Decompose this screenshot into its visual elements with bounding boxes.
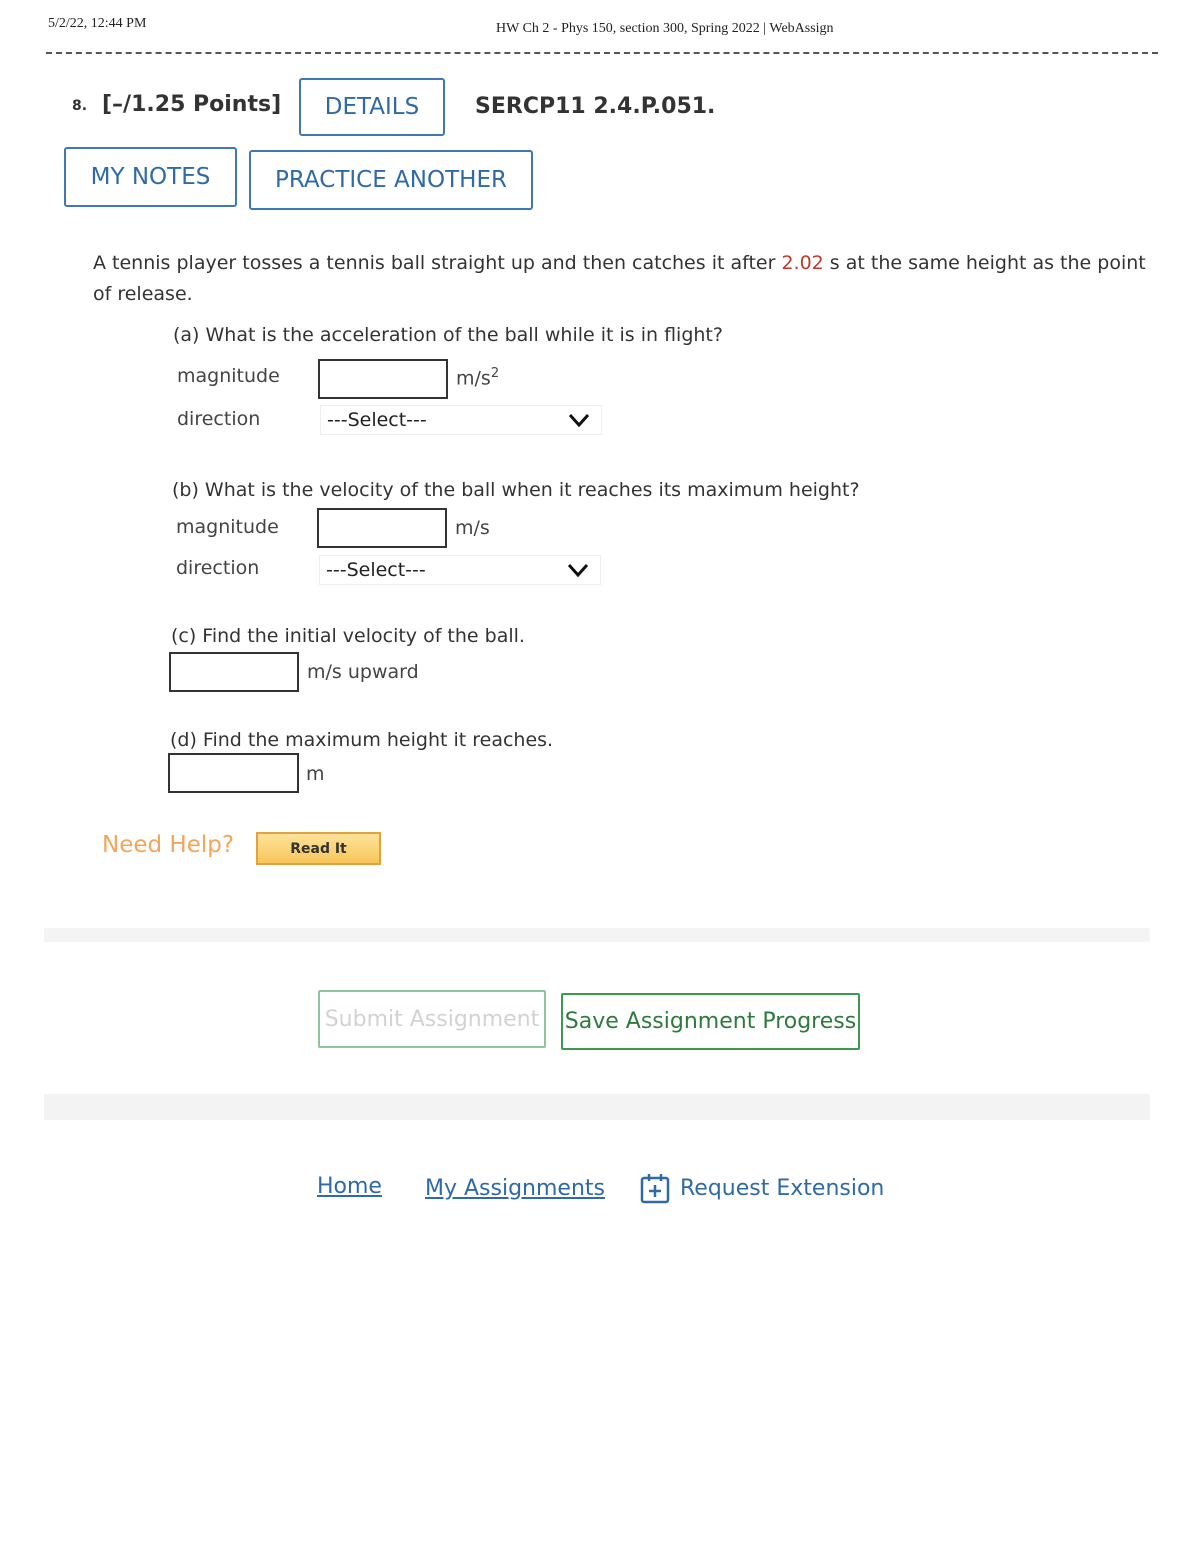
- section-divider: [44, 1094, 1150, 1120]
- section-divider: [44, 928, 1150, 942]
- statement-text-start: A tennis player tosses a tennis ball straight up and then catches it after: [93, 252, 782, 274]
- home-link[interactable]: Home: [317, 1174, 382, 1199]
- print-title: HW Ch 2 - Phys 150, section 300, Spring 2022 | WebAssign: [496, 21, 834, 36]
- need-help-label: Need Help?: [102, 832, 235, 858]
- my-notes-button[interactable]: MY NOTES: [64, 147, 237, 207]
- part-b-magnitude-label: magnitude: [176, 516, 279, 538]
- save-assignment-progress-button[interactable]: Save Assignment Progress: [561, 993, 860, 1050]
- part-c-input[interactable]: [169, 652, 299, 692]
- chevron-down-icon: [567, 411, 591, 429]
- request-extension-label: Request Extension: [680, 1175, 885, 1201]
- my-assignments-link[interactable]: My Assignments: [425, 1176, 605, 1201]
- part-a-unit: [456, 366, 499, 389]
- part-b-direction-label: direction: [176, 557, 260, 579]
- question-number: 8.: [72, 98, 88, 114]
- part-b-magnitude-input[interactable]: [317, 508, 447, 548]
- part-a-magnitude-input[interactable]: [318, 359, 448, 399]
- part-d-unit: m: [306, 763, 325, 785]
- part-d-prompt: (d) Find the maximum height it reaches.: [170, 729, 554, 751]
- part-c-prompt: (c) Find the initial velocity of the ball.: [171, 625, 525, 647]
- part-a-unit-exponent: 2: [490, 366, 500, 381]
- print-header: [46, 14, 1158, 54]
- print-date: 5/2/22, 12:44 PM: [48, 16, 147, 31]
- part-b-prompt: (b) What is the velocity of the ball when it reaches its maximum height?: [172, 479, 860, 501]
- given-time-value: 2.02: [781, 252, 824, 274]
- part-b-select-value: ---Select---: [326, 559, 426, 581]
- part-d-input[interactable]: [168, 753, 299, 793]
- problem-code: SERCP11 2.4.P.051.: [475, 94, 716, 119]
- details-button[interactable]: DETAILS: [299, 78, 445, 136]
- question-points: [–/1.25 Points]: [102, 92, 282, 117]
- part-a-direction-select[interactable]: [320, 405, 602, 435]
- chevron-down-icon: [566, 561, 590, 579]
- problem-statement: [93, 248, 1163, 310]
- part-c-unit: m/s upward: [307, 661, 419, 683]
- calendar-plus-icon: [640, 1172, 670, 1204]
- statement-text-end: s at the same height as the point of release.: [93, 252, 1146, 305]
- practice-another-button[interactable]: PRACTICE ANOTHER: [249, 150, 533, 210]
- part-b-direction-select[interactable]: [319, 555, 601, 585]
- part-a-prompt: (a) What is the acceleration of the ball while it is in flight?: [173, 324, 723, 346]
- part-a-direction-label: direction: [177, 408, 261, 430]
- request-extension-link[interactable]: [640, 1172, 884, 1204]
- part-a-unit-base: m/s: [456, 367, 491, 390]
- part-a-select-value: ---Select---: [327, 409, 427, 431]
- part-a-magnitude-label: magnitude: [177, 365, 280, 387]
- read-it-button[interactable]: Read It: [256, 832, 381, 865]
- part-b-unit: m/s: [455, 517, 490, 539]
- submit-assignment-button[interactable]: Submit Assignment: [318, 990, 546, 1048]
